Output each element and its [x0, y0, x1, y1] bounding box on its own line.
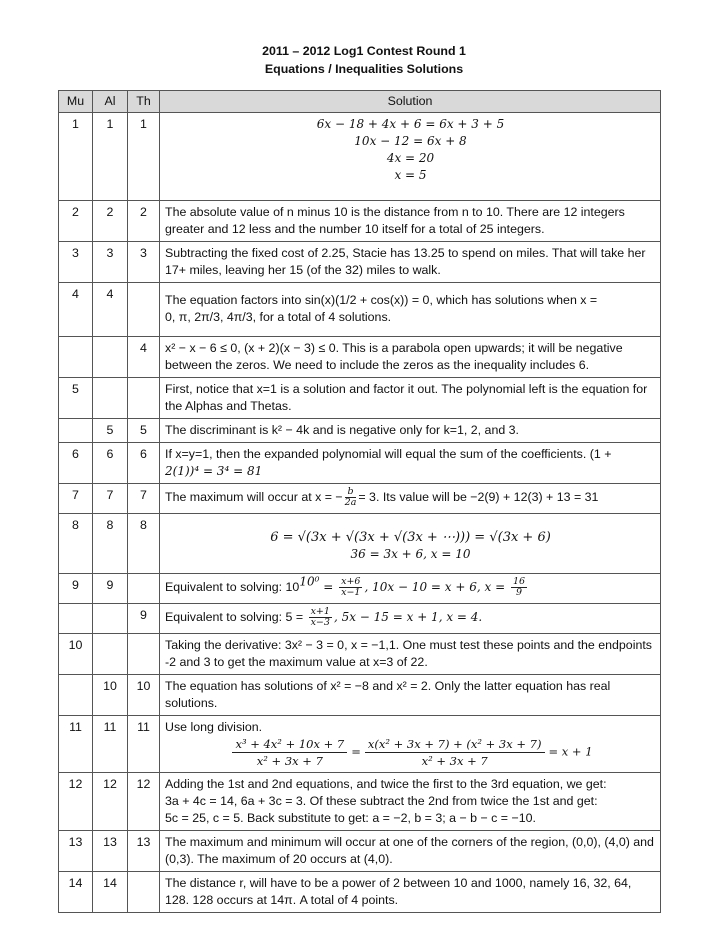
th-cell: 8: [128, 514, 160, 574]
table-row: [59, 514, 661, 574]
solution-cell: [160, 514, 661, 574]
equation-line: 4x = 20: [386, 151, 435, 165]
th-cell: [128, 634, 160, 675]
table-header-row: [59, 91, 661, 113]
table-row: [59, 419, 661, 443]
table-row: [59, 378, 661, 419]
fraction: [365, 736, 545, 769]
equation-line: 6 = √(3x + √(3x + √(3x + ⋯))) = √(3x + 6): [270, 530, 551, 545]
solution-text: 5c = 25, c = 5. Back substitute to get: a = −2, b = 3; a − b − c = −10.: [165, 811, 536, 825]
al-cell: 14: [93, 872, 128, 913]
equation-line: 10x − 12 = 6x + 8: [354, 134, 467, 148]
al-cell: [93, 337, 128, 378]
solution-cell: [160, 443, 661, 484]
th-cell: 9: [128, 604, 160, 634]
solution-text: The equation factors into sin(x)(1/2 + cos(x)) = 0, which has solutions when x =: [165, 293, 598, 307]
al-cell: 10: [93, 675, 128, 716]
fraction-denominator: x² + 3x + 7: [256, 754, 323, 768]
mu-cell: [59, 419, 93, 443]
fraction-numerator: x³ + 4x² + 10x + 7: [232, 736, 347, 753]
table-row: [59, 675, 661, 716]
solution-text: The equation has solutions of x² = −8 and x² = 2. Only the latter equation has real solutions.: [160, 675, 661, 716]
table-row: [59, 443, 661, 484]
th-cell: 1: [128, 113, 160, 201]
table-row: [59, 872, 661, 913]
th-cell: 2: [128, 201, 160, 242]
al-cell: 11: [93, 716, 128, 773]
al-cell: 13: [93, 831, 128, 872]
solution-text: Adding the 1st and 2nd equations, and twice the first to the 3rd equation, we get:: [165, 777, 607, 791]
solution-cell: [160, 484, 661, 514]
th-cell: [128, 574, 160, 604]
solution-cell: [160, 773, 661, 831]
th-cell: 5: [128, 419, 160, 443]
al-cell: [93, 604, 128, 634]
th-cell: 10: [128, 675, 160, 716]
th-cell: 6: [128, 443, 160, 484]
fraction-denominator: 9: [515, 587, 523, 598]
result-text: = x + 1: [548, 744, 593, 759]
solution-text: , 10x − 10 = x + 6, x =: [364, 579, 509, 594]
mu-cell: 4: [59, 283, 93, 337]
fraction: [232, 736, 347, 769]
table-row: [59, 773, 661, 831]
solution-cell: [160, 283, 661, 337]
mu-cell: 1: [59, 113, 93, 201]
header-solution: Solution: [160, 91, 661, 113]
equation-line: 6x − 18 + 4x + 6 = 6x + 3 + 5: [316, 117, 505, 131]
table-row: [59, 574, 661, 604]
al-cell: 5: [93, 419, 128, 443]
solution-text: Equivalent to solving: 5 =: [165, 609, 307, 624]
al-cell: 3: [93, 242, 128, 283]
al-cell: 2: [93, 201, 128, 242]
mu-cell: 7: [59, 484, 93, 514]
al-cell: [93, 634, 128, 675]
solution-text: Taking the derivative: 3x² − 3 = 0, x = −1,1. One must test these points and the endpoints -2 and 3 to get the maximum value at x=3 of 22.: [160, 634, 661, 675]
th-cell: 12: [128, 773, 160, 831]
mu-cell: 9: [59, 574, 93, 604]
al-cell: 12: [93, 773, 128, 831]
solution-text: The maximum and minimum will occur at one of the corners of the region, (0,0), (4,0) and (0,3). The maximum of 20 occurs at (4,0).: [160, 831, 661, 872]
al-cell: 8: [93, 514, 128, 574]
header-al: Al: [93, 91, 128, 113]
solution-text: Subtracting the fixed cost of 2.25, Stacie has 13.25 to spend on miles. That will take her 17+ miles, leaving her 15 (of the 32) miles to walk.: [160, 242, 661, 283]
fraction: [345, 487, 357, 508]
th-cell: [128, 283, 160, 337]
fraction-denominator: x−1: [341, 587, 361, 598]
solution-cell: [160, 604, 661, 634]
al-cell: 1: [93, 113, 128, 201]
solutions-table: [58, 90, 661, 913]
mu-cell: [59, 604, 93, 634]
al-cell: 6: [93, 443, 128, 484]
mu-cell: [59, 675, 93, 716]
header-th: Th: [128, 91, 160, 113]
mu-cell: 10: [59, 634, 93, 675]
th-cell: [128, 378, 160, 419]
solution-cell: [160, 574, 661, 604]
th-cell: 13: [128, 831, 160, 872]
solution-text: The maximum will occur at x = −: [165, 489, 343, 504]
mu-cell: 8: [59, 514, 93, 574]
table-row: [59, 831, 661, 872]
table-row: [59, 604, 661, 634]
equation-line: x = 5: [394, 168, 427, 182]
th-cell: [128, 872, 160, 913]
table-row: [59, 634, 661, 675]
mu-cell: 14: [59, 872, 93, 913]
solution-cell: [160, 113, 661, 201]
document-subtitle: Equations / Inequalities Solutions: [264, 62, 464, 76]
document-title: 2011 – 2012 Log1 Contest Round 1: [262, 44, 466, 58]
long-division-equation: $\frac{\text{x³ + 4x² + 10x + 7}}{\text{x² + 3x + 7}}$ = $\frac{\text{x(x² + 3x + 7) + (x² + 3x + 7)}}{\text{x² + 3x + 7}}$ = x + 1: [165, 736, 656, 769]
th-cell: 7: [128, 484, 160, 514]
fraction-denominator: x² + 3x + 7: [421, 754, 488, 768]
al-cell: [93, 378, 128, 419]
th-cell: 3: [128, 242, 160, 283]
exponent: 10⁰: [299, 574, 320, 589]
solution-text: If x=y=1, then the expanded polynomial will equal the sum of the coefficients. (1 +: [165, 447, 612, 461]
solution-text: x² − x − 6 ≤ 0, (x + 2)(x − 3) ≤ 0. This is a parabola open upwards; it will be negative between the zeros. We need to include the zeros as the inequality includes 6.: [160, 337, 661, 378]
mu-cell: 12: [59, 773, 93, 831]
al-cell: 7: [93, 484, 128, 514]
fraction-numerator: x+1: [310, 606, 330, 617]
solution-text: The discriminant is k² − 4k and is negative only for k=1, 2, and 3.: [160, 419, 661, 443]
solution-text: = 3. Its value will be −2(9) + 12(3) + 13 = 31: [358, 489, 599, 504]
mu-cell: 6: [59, 443, 93, 484]
equation-line: 36 = 3x + 6, x = 10: [350, 547, 471, 561]
fraction-numerator: x(x² + 3x + 7) + (x² + 3x + 7): [365, 736, 545, 753]
fraction-denominator: 2a: [344, 497, 357, 508]
solution-text: The distance r, will have to be a power of 2 between 10 and 1000, namely 16, 32, 64, 128. 128 occurs at 14π. A total of 4 points.: [160, 872, 661, 913]
mu-cell: 2: [59, 201, 93, 242]
table-row: [59, 201, 661, 242]
fraction: [511, 577, 527, 598]
solution-text: First, notice that x=1 is a solution and factor it out. The polynomial left is the equation for the Alphas and Thetas.: [160, 378, 661, 419]
table-row: [59, 283, 661, 337]
fraction-numerator: 16: [512, 576, 526, 587]
solution-text: , 5x − 15 = x + 1, x = 4.: [333, 609, 483, 624]
table-row: [59, 337, 661, 378]
solution-text: =: [319, 579, 338, 594]
fraction: [309, 607, 332, 628]
fraction-numerator: x+6: [341, 576, 361, 587]
fraction-numerator: b: [345, 487, 357, 498]
table-row: [59, 113, 661, 201]
al-cell: 9: [93, 574, 128, 604]
solution-text: Equivalent to solving: 10: [165, 579, 300, 594]
mu-cell: 5: [59, 378, 93, 419]
table-row: [59, 242, 661, 283]
solution-text: The absolute value of n minus 10 is the distance from n to 10. There are 12 integers greater and 12 less and the number 10 itself for a total of 25 integers.: [160, 201, 661, 242]
header-mu: Mu: [59, 91, 93, 113]
solution-text: Use long division.: [165, 720, 263, 734]
solution-text: 3a + 4c = 14, 6a + 3c = 3. Of these subtract the 2nd from twice the 1st and get:: [165, 794, 598, 808]
th-cell: 11: [128, 716, 160, 773]
mu-cell: 3: [59, 242, 93, 283]
table-row: [59, 484, 661, 514]
al-cell: 4: [93, 283, 128, 337]
fraction: [339, 577, 362, 598]
table-row: [59, 716, 661, 773]
solution-text: 0, π, 2π/3, 4π/3, for a total of 4 solutions.: [165, 310, 392, 324]
th-cell: 4: [128, 337, 160, 378]
solution-cell: [160, 716, 661, 773]
fraction-denominator: x−3: [310, 617, 330, 628]
mu-cell: [59, 337, 93, 378]
mu-cell: 11: [59, 716, 93, 773]
mu-cell: 13: [59, 831, 93, 872]
equation-line: 2(1))⁴ = 3⁴ = 81: [165, 464, 263, 478]
